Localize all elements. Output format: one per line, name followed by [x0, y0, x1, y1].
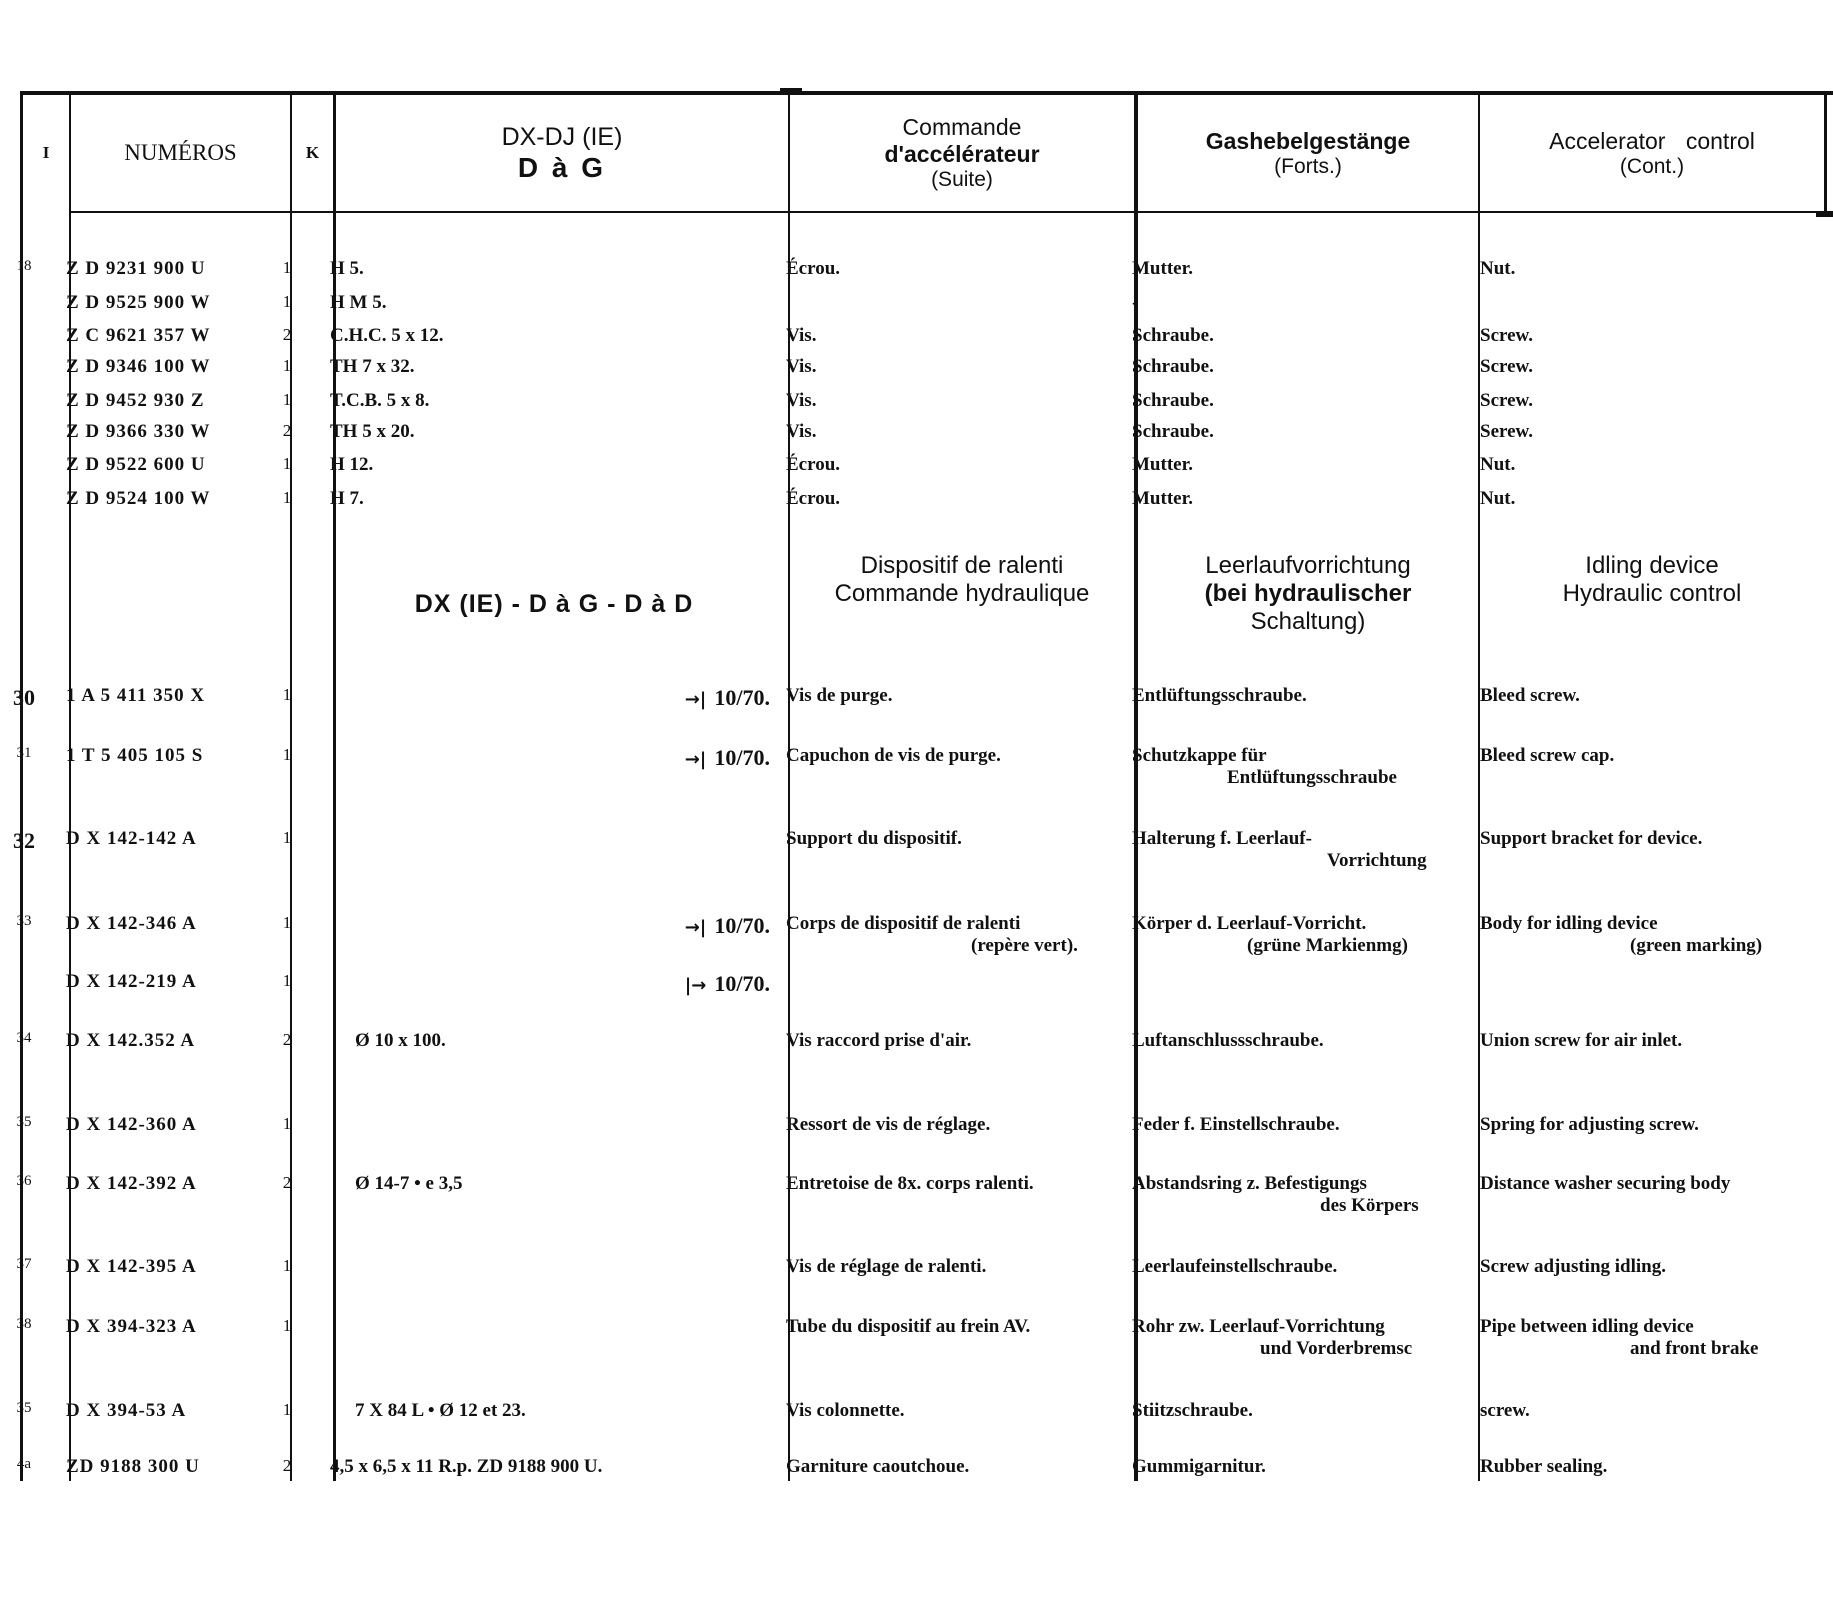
item-index: 4a	[16, 1456, 32, 1472]
quantity: 1	[282, 292, 292, 311]
item-index: 35	[16, 1114, 32, 1130]
part-number: D X 394-323 A	[66, 1316, 197, 1337]
english-description: Screw.	[1480, 390, 1533, 411]
french-description: Corps de dispositif de ralenti (repère vert).	[786, 913, 1078, 956]
item-index: 30	[13, 685, 35, 710]
french-description: Vis de réglage de ralenti.	[786, 1256, 987, 1277]
english-description: Serew.	[1480, 421, 1533, 442]
part-number: D X 142-395 A	[66, 1256, 197, 1277]
right-tick-mark	[1816, 211, 1833, 217]
french-description: Vis raccord prise d'air.	[786, 1030, 972, 1051]
french-description: Écrou.	[786, 258, 841, 279]
part-number: D X 142-346 A	[66, 913, 197, 934]
german-description: Stiitzschraube.	[1132, 1400, 1253, 1421]
arrow-bar-icon: →|	[684, 917, 707, 938]
part-number: Z D 9231 900 U	[66, 258, 206, 279]
english-description: Screw.	[1480, 325, 1533, 346]
header-bottom-border	[70, 211, 1833, 213]
french-description: Tube du dispositif au frein AV.	[786, 1316, 1031, 1337]
quantity: 1	[282, 685, 292, 704]
part-number: ZD 9188 300 U	[66, 1456, 200, 1477]
part-number: Z D 9525 900 W	[66, 292, 211, 313]
item-index: 36	[16, 1173, 32, 1189]
arrow-bar-icon: →|	[684, 689, 707, 710]
quantity: 1	[282, 1114, 292, 1133]
quantity: 1	[282, 390, 292, 409]
part-number: Z C 9621 357 W	[66, 325, 211, 346]
item-index: 32	[13, 828, 35, 853]
quantity: 1	[282, 913, 292, 932]
dx-spec: TH 7 x 32.	[330, 356, 415, 377]
german-description: Gummigarnitur.	[1132, 1456, 1266, 1477]
quantity: 1	[282, 1400, 292, 1419]
english-description: Spring for adjusting screw.	[1480, 1114, 1699, 1135]
german-description: Feder f. Einstellschraube.	[1132, 1114, 1340, 1135]
german-description: Schraube.	[1132, 421, 1214, 442]
item-index: 31	[16, 745, 32, 761]
german-description: Entlüftungsschraube.	[1132, 685, 1307, 706]
french-description: Vis.	[786, 356, 817, 377]
quantity: 1	[282, 971, 292, 990]
english-description: Bleed screw cap.	[1480, 745, 1615, 766]
part-number: D X 142-142 A	[66, 828, 197, 849]
dx-spec: H M 5.	[330, 292, 387, 313]
quantity: 1	[282, 488, 292, 507]
english-description: Bleed screw.	[1480, 685, 1580, 706]
item-index: 34	[16, 1030, 32, 1046]
part-number: Z D 9366 330 W	[66, 421, 211, 442]
german-description: Rohr zw. Leerlauf-Vorrichtung und Vorderbremsc	[1132, 1316, 1413, 1359]
quantity: 1	[282, 745, 292, 764]
german-description: Luftanschlussschraube.	[1132, 1030, 1324, 1051]
german-description: Leerlaufeinstellschraube.	[1132, 1256, 1338, 1277]
quantity: 2	[282, 1173, 292, 1192]
french-description: Entretoise de 8x. corps ralenti.	[786, 1173, 1034, 1194]
french-description: Support du dispositif.	[786, 828, 962, 849]
part-number: Z D 9524 100 W	[66, 488, 211, 509]
french-description: Ressort de vis de réglage.	[786, 1114, 991, 1135]
english-description: Distance washer securing body	[1480, 1173, 1731, 1194]
part-number: Z D 9522 600 U	[66, 454, 206, 475]
quantity: 2	[282, 421, 292, 440]
german-description: Mutter.	[1132, 258, 1194, 279]
dx-spec: C.H.C. 5 x 12.	[330, 325, 444, 346]
french-description: Écrou.	[786, 454, 841, 475]
quantity: 1	[282, 1316, 292, 1335]
quantity: 2	[282, 1030, 292, 1049]
dx-spec: Ø 14-7 • e 3,5	[355, 1173, 463, 1194]
german-description: Schraube.	[1132, 390, 1214, 411]
english-description: screw.	[1480, 1400, 1530, 1421]
header-col-numeros: NUMÉROS	[124, 140, 237, 165]
dx-spec: 4,5 x 6,5 x 11 R.p. ZD 9188 900 U.	[330, 1456, 603, 1477]
quantity: 1	[282, 258, 292, 277]
dx-spec: H 5.	[330, 258, 364, 279]
french-description: Vis de purge.	[786, 685, 893, 706]
dx-spec: Ø 10 x 100.	[355, 1030, 446, 1051]
english-description: Union screw for air inlet.	[1480, 1030, 1683, 1051]
arrow-bar-icon: →|	[684, 749, 707, 770]
item-index: 33	[16, 913, 32, 929]
german-description: Mutter.	[1132, 488, 1194, 509]
english-description: Body for idling device (green marking)	[1480, 913, 1763, 956]
top-tick-mark	[780, 88, 802, 93]
french-description: Vis.	[786, 325, 817, 346]
part-number: D X 142-392 A	[66, 1173, 197, 1194]
header-col-french: Commande d'accélérateur (Suite)	[884, 114, 1040, 191]
dx-spec: →| 10/70.	[684, 685, 770, 710]
section-german-heading: Leerlaufvorrichtung (bei hydraulischer Schaltung)	[1204, 552, 1412, 635]
german-description: Abstandsring z. Befestigungs des Körpers	[1132, 1173, 1419, 1216]
part-number: 1 T 5 405 105 S	[66, 745, 204, 766]
quantity: 2	[282, 325, 292, 344]
dx-spec: →| 10/70.	[684, 745, 770, 770]
arrow-bar-icon: |→	[684, 975, 707, 996]
french-description: Garniture caoutchoue.	[786, 1456, 970, 1477]
german-description: Mutter.	[1132, 454, 1194, 475]
header-col-i: I	[42, 143, 50, 162]
section-french-heading: Dispositif de ralenti Commande hydraulique	[834, 552, 1090, 607]
dx-spec: H 12.	[330, 454, 374, 475]
part-number: D X 142-360 A	[66, 1114, 197, 1135]
french-description: Capuchon de vis de purge.	[786, 745, 1001, 766]
part-number: 1 A 5 411 350 X	[66, 685, 206, 706]
dx-spec: |→ 10/70.	[684, 971, 770, 996]
item-index: 35	[16, 1400, 32, 1416]
part-number: D X 142-219 A	[66, 971, 197, 992]
item-index: 18	[16, 258, 32, 274]
quantity: 1	[282, 356, 292, 375]
english-description: Screw.	[1480, 356, 1533, 377]
german-description: Körper d. Leerlauf-Vorricht. (grüne Markienmg)	[1132, 913, 1408, 956]
quantity: 1	[282, 828, 292, 847]
part-number: Z D 9346 100 W	[66, 356, 211, 377]
english-description: Nut.	[1480, 488, 1516, 509]
header-col-dx: DX-DJ (IE) D à G	[501, 122, 623, 183]
english-description: Support bracket for device.	[1480, 828, 1703, 849]
english-description: Nut.	[1480, 454, 1516, 475]
english-description: Nut.	[1480, 258, 1516, 279]
german-description: Schraube.	[1132, 356, 1214, 377]
english-description: Screw adjusting idling.	[1480, 1256, 1666, 1277]
dx-spec: 7 X 84 L • Ø 12 et 23.	[355, 1400, 526, 1421]
section-english-heading: Idling device Hydraulic control	[1562, 552, 1742, 607]
dx-spec: T.C.B. 5 x 8.	[330, 390, 430, 411]
french-description: Vis.	[786, 421, 817, 442]
item-index: 37	[16, 1256, 32, 1272]
quantity: 1	[282, 454, 292, 473]
german-description: Schutzkappe für Entlüftungsschraube	[1132, 745, 1397, 788]
part-number: D X 394-53 A	[66, 1400, 187, 1421]
item-index: 38	[16, 1316, 32, 1332]
french-description: Vis colonnette.	[786, 1400, 905, 1421]
german-description: Halterung f. Leerlauf- Vorrichtung	[1132, 828, 1427, 871]
header-col-german: Gashebelgestänge (Forts.)	[1205, 127, 1411, 178]
french-description: Vis.	[786, 390, 817, 411]
part-number: D X 142.352 A	[66, 1030, 196, 1051]
dx-spec: H 7.	[330, 488, 364, 509]
header-col-english: Accelerator control (Cont.)	[1549, 127, 1755, 178]
dx-spec: →| 10/70.	[684, 913, 770, 938]
german-description: -	[1132, 292, 1139, 313]
column-divider	[1824, 91, 1827, 211]
dx-spec: TH 5 x 20.	[330, 421, 415, 442]
german-description: Schraube.	[1132, 325, 1214, 346]
quantity: 2	[282, 1456, 292, 1475]
french-description: Écrou.	[786, 488, 841, 509]
english-description: Pipe between idling device and front brake	[1480, 1316, 1759, 1359]
part-number: Z D 9452 930 Z	[66, 390, 205, 411]
english-description: Rubber sealing.	[1480, 1456, 1608, 1477]
quantity: 1	[282, 1256, 292, 1275]
section-title: DX (IE) - D à G - D à D	[414, 590, 694, 618]
header-col-k: K	[305, 143, 320, 162]
